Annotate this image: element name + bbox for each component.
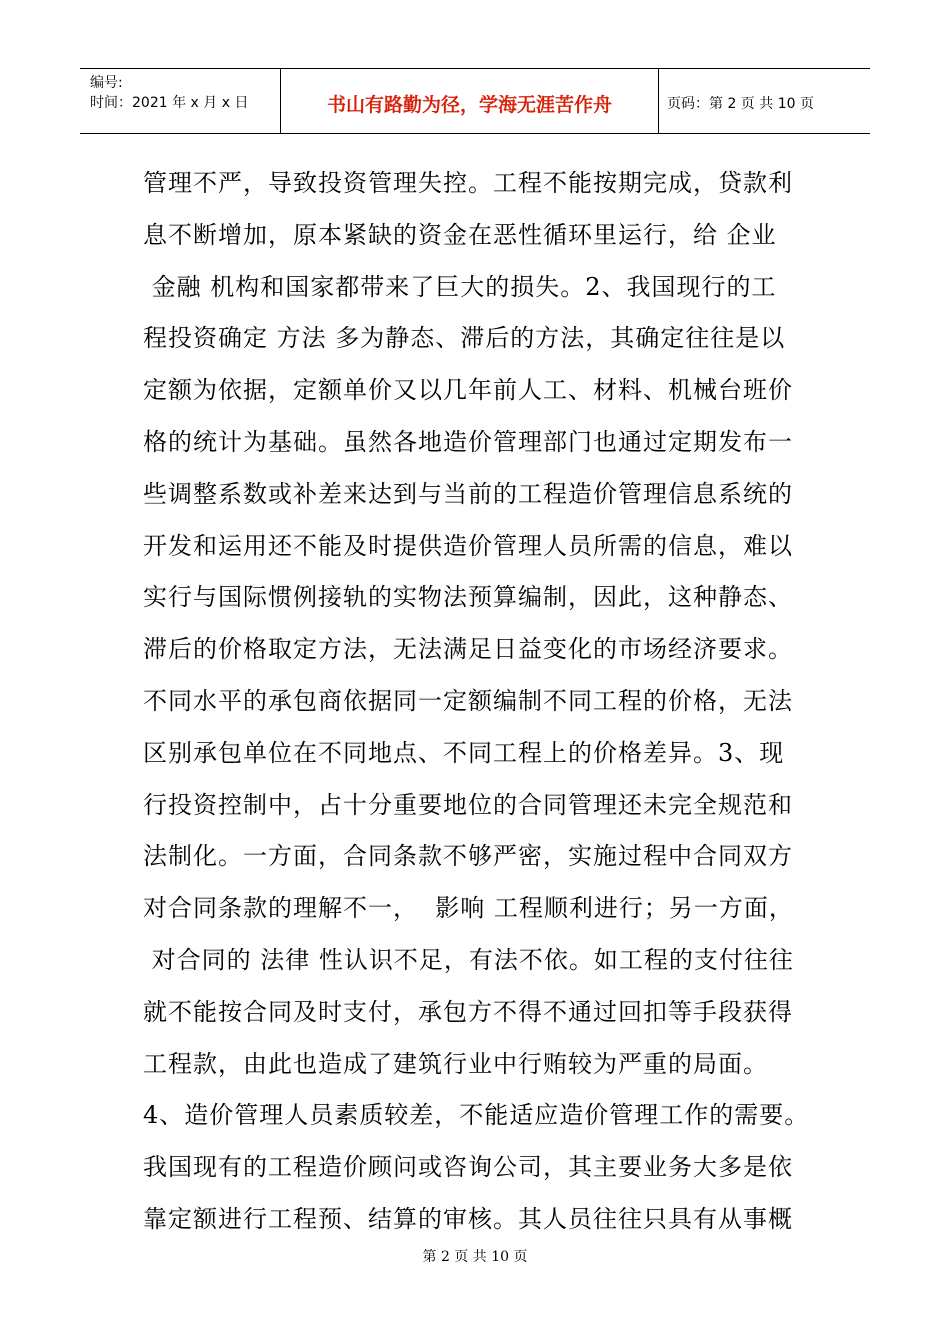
header-meta bbox=[80, 69, 281, 133]
body-line: 金融 机构和国家都带来了巨大的损失。2、我国现行的工 bbox=[143, 272, 777, 301]
header-motto: 书山有路勤为径，学海无涯苦作舟 bbox=[281, 69, 659, 133]
body-line: 对合同条款的理解不一， 影响 工程顺利进行；另一方面， bbox=[143, 894, 794, 923]
body-line: 格的统计为基础。虽然各地造价管理部门也通过定期发布一 bbox=[143, 427, 793, 456]
body-line: 滞后的价格取定方法，无法满足日益变化的市场经济要求。 bbox=[143, 635, 793, 664]
header-page-info: 页码：第 2 页 共 10 页 bbox=[667, 96, 814, 112]
body-line: 对合同的 法律 性认识不足，有法不依。如工程的支付往往 bbox=[143, 945, 794, 974]
body-line: 不同水平的承包商依据同一定额编制不同工程的价格，无法 bbox=[143, 686, 793, 715]
body-line: 法制化。一方面，合同条款不够严密，实施过程中合同双方 bbox=[143, 842, 793, 871]
body-line: 息不断增加，原本紧缺的资金在恶性循环里运行，给 企业 bbox=[143, 220, 777, 249]
body-line: 靠定额进行工程预、结算的审核。其人员往往只具有从事概 bbox=[143, 1204, 793, 1233]
body-line: 工程款，由此也造成了建筑行业中行贿较为严重的局面。 bbox=[143, 1049, 768, 1078]
body-line: 4、造价管理人员素质较差，不能适应造价管理工作的需要。 bbox=[143, 1101, 810, 1130]
document-body bbox=[143, 158, 823, 1246]
body-line: 实行与国际惯例接轨的实物法预算编制，因此，这种静态、 bbox=[143, 583, 793, 612]
body-line: 定额为依据，定额单价又以几年前人工、材料、机械台班价 bbox=[143, 376, 793, 405]
body-line: 行投资控制中，占十分重要地位的合同管理还未完全规范和 bbox=[143, 790, 793, 819]
document-date: 时间：2021 年 x 月 x 日 bbox=[90, 95, 249, 111]
body-line: 开发和运用还不能及时提供造价管理人员所需的信息，难以 bbox=[143, 531, 793, 560]
body-line: 区别承包单位在不同地点、不同工程上的价格差异。3、现 bbox=[143, 738, 785, 767]
body-line: 管理不严，导致投资管理失控。工程不能按期完成，贷款利 bbox=[143, 169, 793, 197]
body-line: 程投资确定 方法 多为静态、滞后的方法，其确定往往是以 bbox=[143, 324, 786, 353]
body-line: 些调整系数或补差来达到与当前的工程造价管理信息系统的 bbox=[143, 479, 793, 508]
body-line: 就不能按合同及时支付，承包方不得不通过回扣等手段获得 bbox=[143, 997, 793, 1026]
document-number-label: 编号: bbox=[90, 75, 123, 91]
page-footer: 第 2 页 共 10 页 bbox=[422, 1249, 528, 1265]
body-line: 我国现有的工程造价顾问或咨询公司，其主要业务大多是依 bbox=[143, 1153, 793, 1182]
page-header bbox=[80, 68, 870, 134]
